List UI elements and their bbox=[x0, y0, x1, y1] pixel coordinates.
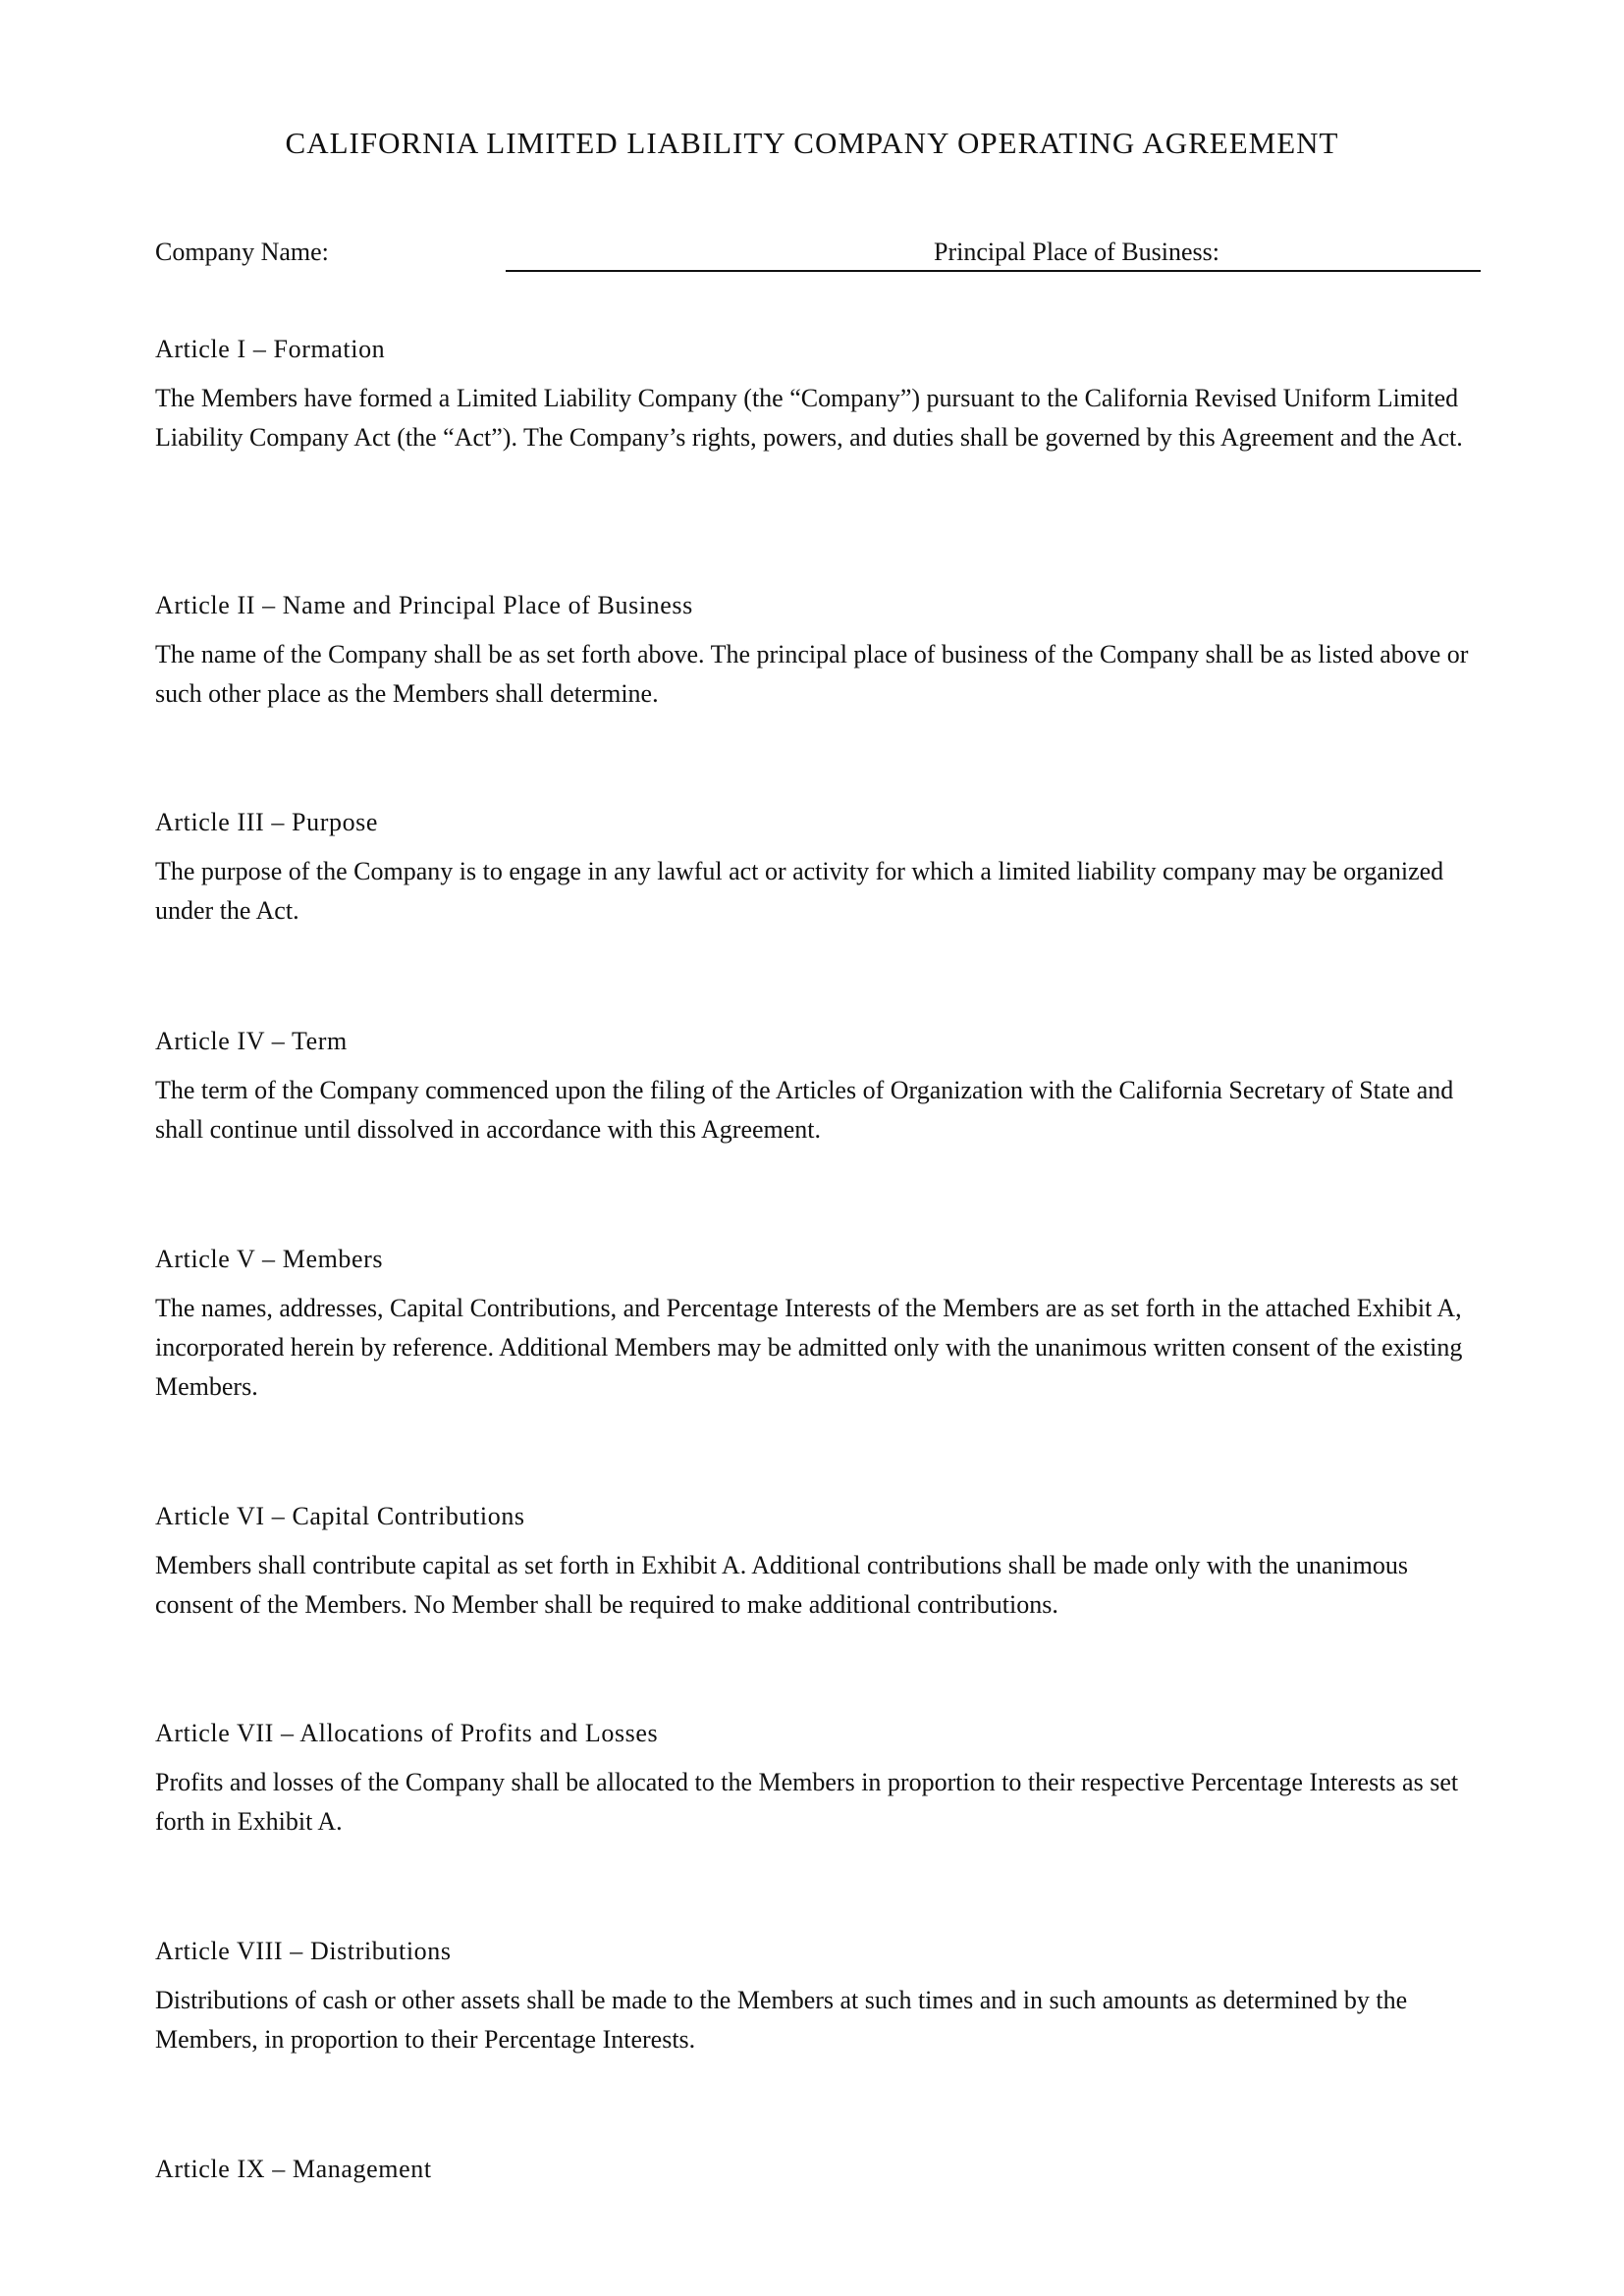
article-6 bbox=[155, 1501, 1481, 1625]
article-2 bbox=[155, 590, 1481, 714]
article-body: Distributions of cash or other assets shall be made to the Members at such times and in such amounts as determined by the Members, in proportion to their Percentage Interests. bbox=[155, 1986, 1408, 2054]
article-heading: Article IV – Term bbox=[155, 1027, 348, 1055]
article-body: Members shall contribute capital as set forth in Exhibit A. Additional contributions shall be made only with the unanimous consent of the Members. No Member shall be required to make additional contributions. bbox=[155, 1551, 1408, 1619]
article-heading: Article VII – Allocations of Profits and Losses bbox=[155, 1719, 659, 1747]
article-5 bbox=[155, 1244, 1481, 1407]
document-title: CALIFORNIA LIMITED LIABILITY COMPANY OPERATING AGREEMENT bbox=[285, 126, 1339, 160]
article-heading: Article V – Members bbox=[155, 1245, 384, 1273]
article-heading: Article II – Name and Principal Place of Business bbox=[155, 591, 693, 619]
article-body: Profits and losses of the Company shall be allocated to the Members in proportion to their respective Percentage Interests as set forth in Exhibit A. bbox=[155, 1768, 1459, 1836]
article-1 bbox=[155, 334, 1481, 457]
article-heading: Article VI – Capital Contributions bbox=[155, 1502, 525, 1530]
principal-place-label: Principal Place of Business: bbox=[934, 238, 1220, 266]
article-4 bbox=[155, 1026, 1481, 1149]
article-7 bbox=[155, 1718, 1481, 1842]
article-heading: Article I – Formation bbox=[155, 335, 386, 363]
article-heading: Article VIII – Distributions bbox=[155, 1937, 452, 1965]
company-name-label: Company Name: bbox=[155, 238, 329, 266]
article-9 bbox=[155, 2154, 1481, 2185]
article-3 bbox=[155, 807, 1481, 931]
article-8 bbox=[155, 1936, 1481, 2059]
company-info-row bbox=[155, 238, 1481, 277]
article-body: The names, addresses, Capital Contributions, and Percentage Interests of the Members are as set forth in the attached Exhibit A, incorporated herein by reference. Additional Members may be admitted only with the unanimous written consent of the existing Members. bbox=[155, 1294, 1463, 1401]
article-body: The name of the Company shall be as set forth above. The principal place of business of the Company shall be as listed above or such other place as the Members shall determine. bbox=[155, 640, 1469, 708]
article-body: The purpose of the Company is to engage in any lawful act or activity for which a limited liability company may be organized under the Act. bbox=[155, 857, 1444, 925]
company-name-underline bbox=[506, 270, 1481, 272]
article-body: The term of the Company commenced upon the filing of the Articles of Organization with the California Secretary of State and shall continue until dissolved in accordance with this Agreement. bbox=[155, 1076, 1454, 1144]
article-body: The Members have formed a Limited Liability Company (the “Company”) pursuant to the California Revised Uniform Limited Liability Company Act (the “Act”). The Company’s rights, powers, and duties shall be governed by this Agreement and the Act. bbox=[155, 384, 1463, 452]
article-heading: Article IX – Management bbox=[155, 2155, 432, 2183]
article-heading: Article III – Purpose bbox=[155, 808, 379, 836]
